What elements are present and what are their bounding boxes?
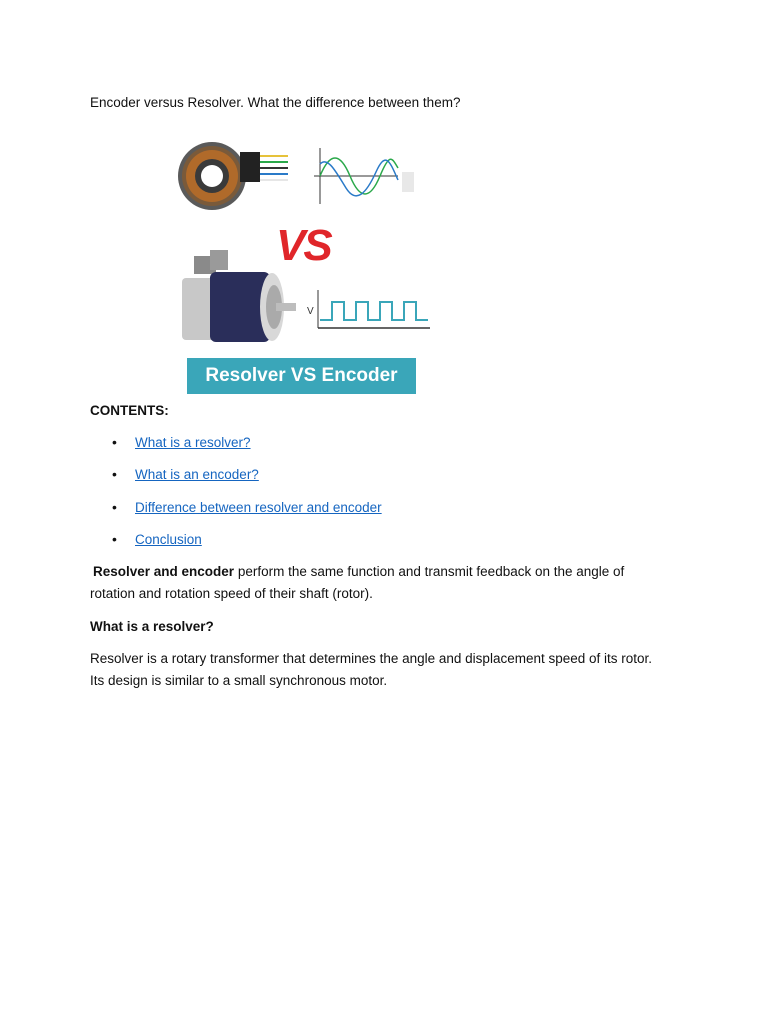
resolver-signal-graph xyxy=(314,148,414,204)
contents-link-what-is-resolver[interactable]: What is a resolver? xyxy=(135,435,251,450)
list-bullet: • xyxy=(112,531,117,547)
vs-label: VS xyxy=(276,221,331,270)
list-bullet: • xyxy=(112,499,117,515)
section-heading-resolver: What is a resolver? xyxy=(90,619,214,634)
resolver-stator-illustration xyxy=(178,142,288,210)
page-title: Encoder versus Resolver. What the difference between them? xyxy=(90,95,461,110)
section-paragraph-line1: Resolver is a rotary transformer that determines the angle and displacement speed of its rotor. xyxy=(90,651,653,666)
intro-bold-text: Resolver and encoder xyxy=(93,564,235,579)
list-bullet: • xyxy=(112,466,117,482)
contents-link-what-is-encoder[interactable]: What is an encoder? xyxy=(135,467,259,482)
encoder-signal-graph xyxy=(307,290,430,328)
intro-paragraph-line2: rotation and rotation speed of their shaft (rotor). xyxy=(90,586,373,601)
contents-link-conclusion[interactable]: Conclusion xyxy=(135,532,202,547)
contents-heading: CONTENTS: xyxy=(90,403,169,418)
contents-link-difference[interactable]: Difference between resolver and encoder xyxy=(135,500,382,515)
list-bullet: • xyxy=(112,434,117,450)
figure-banner: Resolver VS Encoder xyxy=(187,358,416,394)
section-paragraph-line2: Its design is similar to a small synchronous motor. xyxy=(90,673,388,688)
intro-text: perform the same function and transmit feedback on the angle of xyxy=(234,564,625,579)
encoder-axis-label: V xyxy=(307,306,314,317)
intro-paragraph-line1 xyxy=(93,561,624,582)
